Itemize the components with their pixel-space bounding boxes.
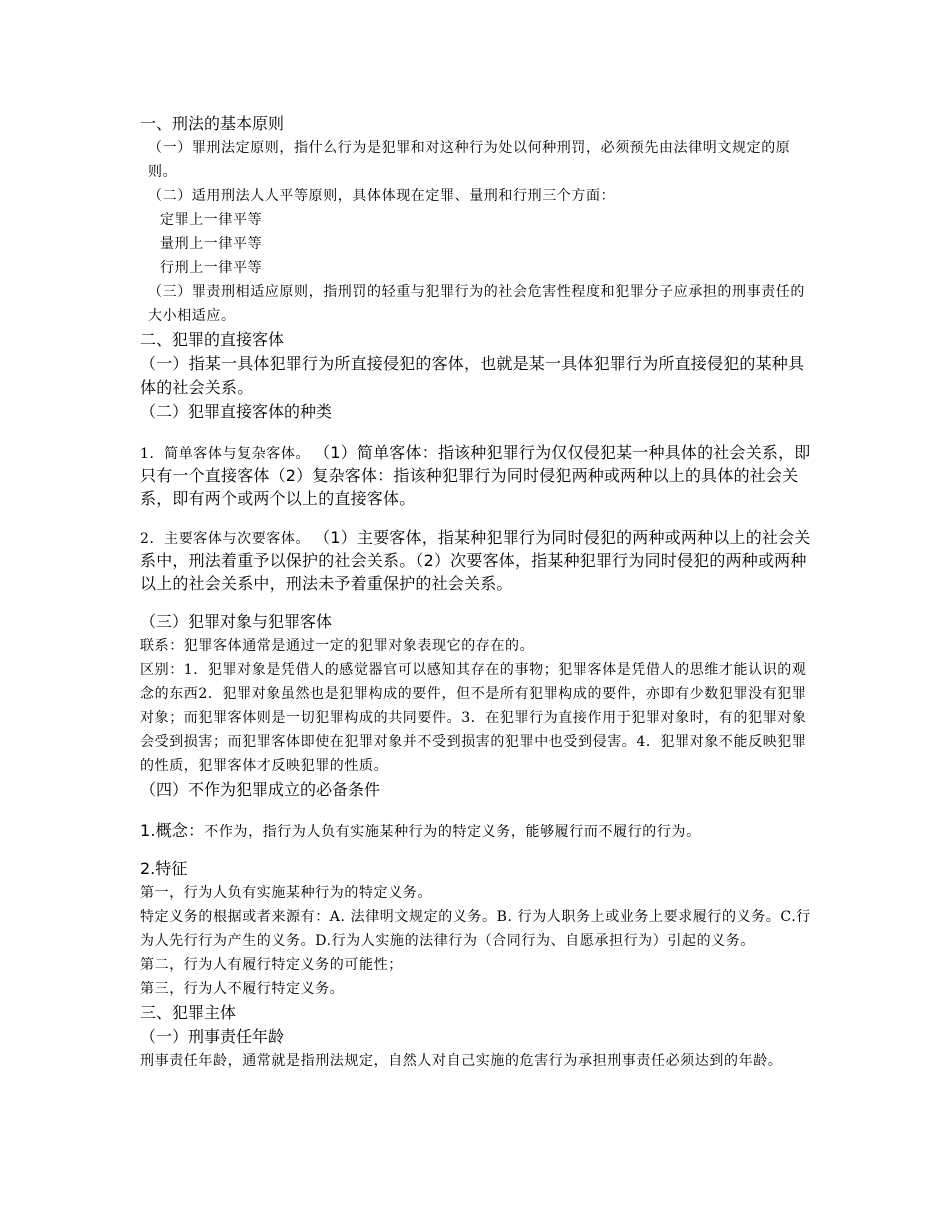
concept-label: 1.概念： (140, 821, 205, 840)
paragraph-primary-secondary-object (140, 525, 812, 594)
subheading-omission-conditions: （四）不作为犯罪成立的必备条件 (140, 780, 381, 799)
paragraph-proportionality-principle: （三）罪责刑相适应原则，指刑罚的轻重与犯罪行为的社会危害性程度和犯罪分子应承担的刑事责任的大小相适应。 (148, 284, 805, 324)
item-text: （1）简单客体：指该种犯罪行为仅仅侵犯某一种具体的社会关系，即只有一个直接客体（2）复杂客体：指该种犯罪行为同时侵犯两种或两种以上的具体的社会关系，即有两个或两个以上的直接客体。 (140, 443, 811, 508)
paragraph-age-definition: 刑事责任年龄，通常就是指刑法规定，自然人对自己实施的危害行为承担刑事责任必须达到的年龄。 (140, 1053, 783, 1069)
item-text: （1）主要客体，指某种犯罪行为同时侵犯的两种或两种以上的社会关系中，刑法着重予以保护的社会关系。（2）次要客体，指某种犯罪行为同时侵犯的两种或两种以上的社会关系中，刑法未予着重保护的社会关系。 (140, 528, 811, 593)
paragraph-omission-concept (140, 818, 812, 841)
paragraph-simple-complex-object (140, 440, 812, 509)
list-item-conviction: 定罪上一律平等 (160, 212, 263, 228)
concept-text: 不作为，指行为人负有实施某种行为的特定义务，能够履行而不履行的行为。 (204, 824, 701, 840)
paragraph-legality-principle: （一）罪刑法定原则，指什么行为是犯罪和对这种行为处以何种刑罚，必须预先由法律明文规定的原则。 (148, 140, 791, 180)
subheading-features: 2.特征 (140, 859, 188, 878)
feature-duty-sources: 特定义务的根据或者来源有：A. 法律明文规定的义务。B. 行为人职务上或业务上要求履行的义务。C.行为人先行行为产生的义务。D.行为人实施的法律行为（合同行为、自愿承担行为）引起的义务。 (140, 909, 811, 949)
subheading-object-types: （二）犯罪直接客体的种类 (140, 402, 333, 421)
list-item-execution: 行刑上一律平等 (160, 260, 263, 276)
paragraph-differences: 区别：1．犯罪对象是凭借人的感觉器官可以感知其存在的事物；犯罪客体是凭借人的思维才能认识的观念的东西2．犯罪对象虽然也是犯罪构成的要件，但不是所有犯罪构成的要件，亦即有少数犯罪没有犯罪对象；而犯罪客体则是一切犯罪构成的共同要件。3．在犯罪行为直接作用于犯罪对象时，有的犯罪对象会受到损害；而犯罪客体即使在犯罪对象并不受到损害的犯罪中也受到侵害。4．犯罪对象不能反映犯罪的性质，犯罪客体才反映犯罪的性质。 (140, 662, 807, 774)
document-page (140, 112, 812, 1073)
feature-second: 第二，行为人有履行特定义务的可能性； (140, 957, 403, 973)
paragraph-connection: 联系：犯罪客体通常是通过一定的犯罪对象表现它的存在的。 (140, 638, 535, 654)
list-item-sentencing: 量刑上一律平等 (160, 236, 263, 252)
section-heading-2: 二、犯罪的直接客体 (140, 330, 285, 349)
subheading-object-vs-target: （三）犯罪对象与犯罪客体 (140, 612, 333, 631)
paragraph-equality-principle: （二）适用刑法人人平等原则，具体体现在定罪、量刑和行刑三个方面： (148, 188, 616, 204)
item-label: 2．主要客体与次要客体。 (140, 531, 311, 547)
section-heading-3: 三、犯罪主体 (140, 1003, 237, 1022)
item-label: 1．简单客体与复杂客体。 (140, 446, 311, 462)
feature-first: 第一，行为人负有实施某种行为的特定义务。 (140, 885, 432, 901)
section-heading-1: 一、刑法的基本原则 (140, 114, 285, 133)
feature-third: 第三，行为人不履行特定义务。 (140, 981, 345, 997)
subheading-age: （一）刑事责任年龄 (140, 1027, 285, 1046)
paragraph-direct-object-definition: （一）指某一具体犯罪行为所直接侵犯的客体，也就是某一具体犯罪行为所直接侵犯的某种具体的社会关系。 (140, 354, 805, 397)
